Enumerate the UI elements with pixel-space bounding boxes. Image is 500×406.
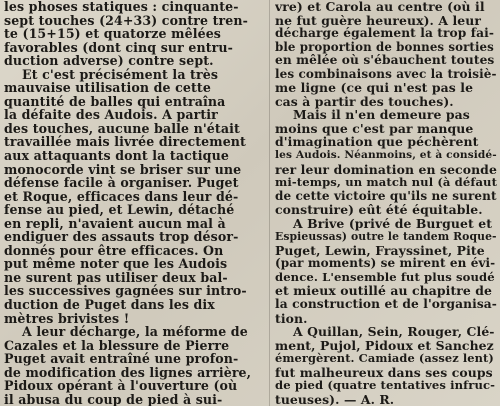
text-line: Et c'est précisément la très bbox=[22, 66, 219, 82]
text-line: duction adverse) contre sept. bbox=[4, 53, 214, 69]
text-line: mètres brivistes ! bbox=[4, 310, 130, 326]
text-line: A Quillan, Sein, Rouger, Clé- bbox=[293, 324, 495, 340]
text-line: donnés pour être efficaces. On bbox=[4, 242, 224, 258]
text-line: émergèrent. Camiade (assez lent) bbox=[275, 351, 494, 366]
text-line: ne fut guère heureux). A leur bbox=[275, 12, 482, 28]
text-line: aux attaquants dont la tactique bbox=[4, 148, 229, 164]
text-line: construire) eût été équitable. bbox=[275, 202, 483, 218]
text-line: et mieux outillé au chapitre de bbox=[275, 283, 493, 299]
text-line: de cette victoire qu'ils ne surent bbox=[275, 188, 497, 203]
text-line: A leur décharge, la méforme de bbox=[22, 324, 248, 340]
text-line: mauvaise utilisation de cette bbox=[4, 80, 211, 96]
text-line: les successives gagnées sur intro- bbox=[4, 283, 247, 299]
text-line: put même noter que les Audois bbox=[4, 256, 228, 272]
text-line: Puget, Lewin, Frayssinet, Pite bbox=[275, 242, 485, 258]
author-signature-line: tueuses). — A. R. bbox=[275, 391, 395, 406]
text-line: décharge également la trop fai- bbox=[275, 26, 494, 41]
text-line: en mêlée où s'ébauchent toutes bbox=[275, 53, 495, 68]
text-line: les phoses statiques : cinquante- bbox=[4, 0, 239, 14]
text-line: défense facile à organiser. Puget bbox=[4, 175, 239, 191]
text-line: monocorde vint se briser sur une bbox=[4, 161, 242, 177]
text-line: de modification des lignes arrière, bbox=[4, 364, 252, 380]
text-line: (par moments) se mirent en évi- bbox=[275, 256, 496, 271]
text-line: ment, Pujol, Pidoux et Sanchez bbox=[275, 337, 494, 353]
article-column-right bbox=[275, 0, 497, 406]
text-line: Puget avait entraîné une profon- bbox=[4, 351, 239, 367]
text-line: Cazales et la blessure de Pierre bbox=[4, 337, 230, 353]
text-line: en repli, n'avaient aucun mal à bbox=[4, 215, 226, 231]
text-line: il abusa du coup de pied à sui- bbox=[4, 391, 223, 406]
text-line: me ligne (ce qui n'est pas le bbox=[275, 80, 474, 96]
text-line: les combinaisons avec la troisiè- bbox=[275, 66, 497, 81]
text-line: Espieussas) outre le tandem Roque- bbox=[275, 230, 497, 244]
text-line: quantité de balles qui entraîna bbox=[4, 93, 226, 109]
text-line: cas à partir des touches). bbox=[275, 93, 454, 109]
text-line: fense au pied, et Lewin, détaché bbox=[4, 202, 235, 218]
text-line: la défaite des Audois. A partir bbox=[4, 107, 218, 123]
text-line: fut malheureux dans ses coups bbox=[275, 364, 493, 380]
text-line: Pidoux opérant à l'ouverture (où bbox=[4, 378, 238, 394]
text-line: vre) et Carola au centre (où il bbox=[275, 0, 485, 14]
text-line: Mais il n'en demeure pas bbox=[293, 107, 470, 123]
text-line: A Brive (privé de Burguet et bbox=[293, 215, 493, 231]
text-line: endiguer des assauts trop désor- bbox=[4, 229, 239, 245]
text-line: la construction et de l'organisa- bbox=[275, 297, 497, 312]
text-line: des touches, aucune balle n'était bbox=[4, 120, 240, 136]
text-line: et Roque, efficaces dans leur dé- bbox=[4, 188, 239, 204]
text-line: de pied (quatre tentatives infruc- bbox=[275, 378, 496, 393]
article-column-left bbox=[4, 0, 266, 406]
text-line: favorables (dont cinq sur entru- bbox=[4, 39, 233, 55]
text-line: d'imagination que péchèrent bbox=[275, 134, 479, 150]
text-line: rer leur domination en seconde bbox=[275, 161, 497, 177]
text-line: mi-temps, un match nul (à défaut bbox=[275, 175, 497, 190]
text-line: ble proportion de bonnes sorties bbox=[275, 39, 494, 54]
text-line: te (15+15) et quatorze mêlées bbox=[4, 26, 221, 42]
text-line: dence. L'ensemble fut plus soudé bbox=[275, 269, 495, 284]
text-line: ne surent pas utiliser deux bal- bbox=[4, 269, 228, 285]
text-line: sept touches (24+33) contre tren- bbox=[4, 12, 248, 28]
text-line: moins que c'est par manque bbox=[275, 120, 474, 136]
text-line: tion. bbox=[275, 310, 308, 326]
text-line: travaillée mais livrée directement bbox=[4, 134, 246, 150]
text-line: duction de Puget dans les dix bbox=[4, 297, 215, 313]
column-divider bbox=[269, 0, 270, 406]
text-line: les Audois. Néanmoins, et à considé- bbox=[275, 149, 497, 162]
